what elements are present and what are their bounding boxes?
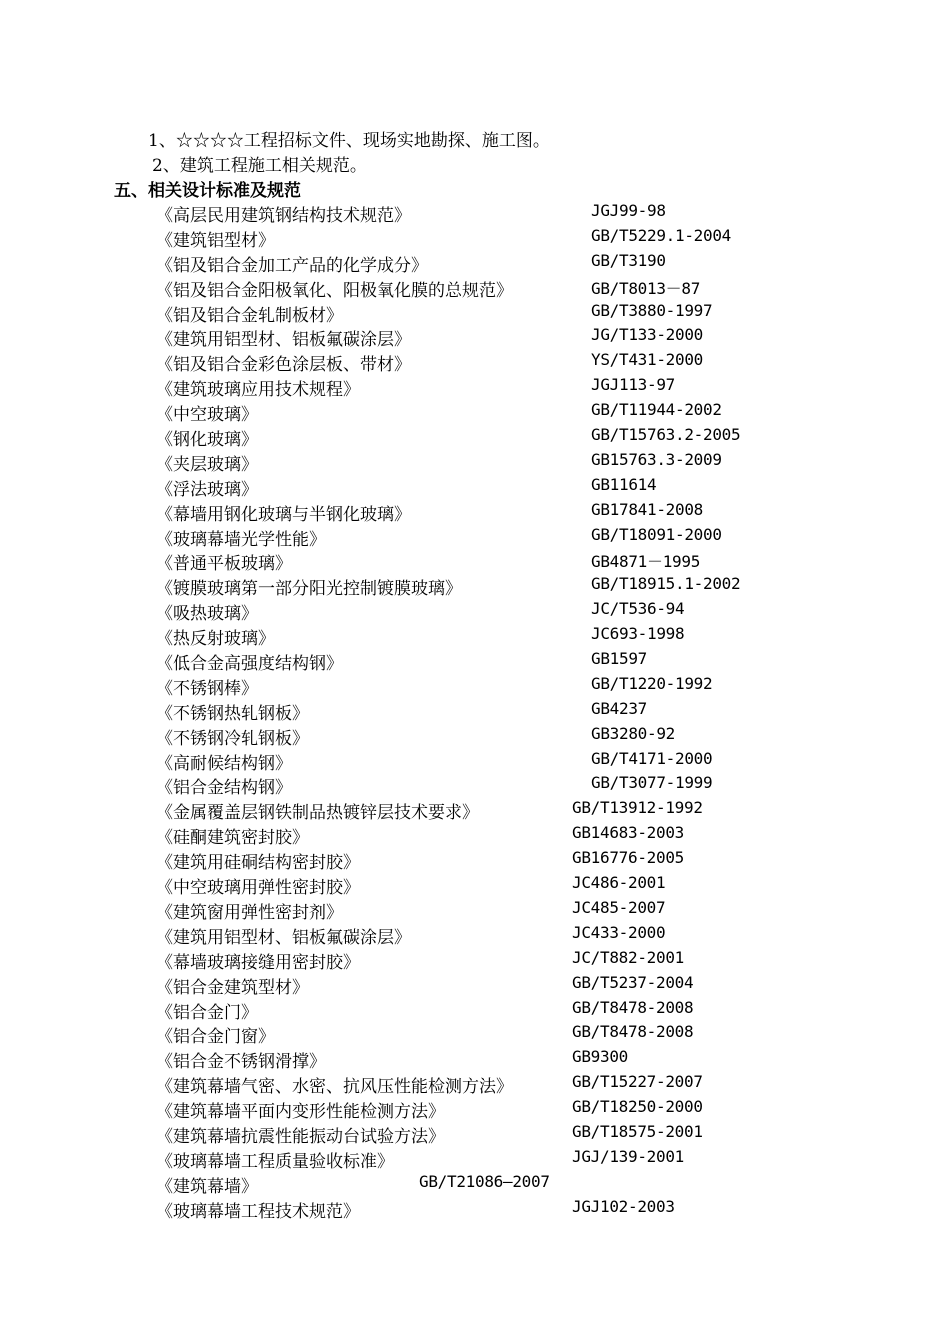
standard-title: 《铝合金门》	[156, 1002, 258, 1023]
standard-row	[0, 699, 950, 724]
standard-row	[0, 649, 950, 674]
standard-title: 《建筑幕墙气密、水密、抗风压性能检测方法》	[156, 1077, 513, 1098]
standard-title: 《建筑幕墙抗震性能振动台试验方法》	[156, 1126, 445, 1147]
standard-code: GB/T15763.2-2005	[591, 425, 741, 445]
standard-row	[0, 325, 950, 350]
standard-code: JGJ113-97	[591, 375, 675, 395]
standard-title: 《玻璃幕墙光学性能》	[156, 529, 326, 550]
standard-title: 《镀膜玻璃第一部分阳光控制镀膜玻璃》	[156, 579, 462, 600]
standard-code: JGJ/139-2001	[572, 1146, 684, 1166]
standard-row	[0, 1047, 950, 1072]
standard-title: 《建筑用铝型材、铝板氟碳涂层》	[156, 927, 411, 948]
standard-code: GB11614	[591, 474, 657, 494]
standard-code: GB/T15227-2007	[572, 1072, 703, 1092]
standard-code: GB/T3880-1997	[591, 300, 713, 320]
standard-title: 《不锈钢棒》	[156, 678, 258, 699]
standard-row	[0, 674, 950, 699]
standard-row	[0, 823, 950, 848]
standard-code: GB4237	[591, 698, 647, 718]
standard-title: 《玻璃幕墙工程质量验收标准》	[156, 1151, 394, 1172]
standard-code: GB1597	[591, 649, 647, 669]
standard-row	[0, 873, 950, 898]
standard-row	[0, 350, 950, 375]
intro-line-2: 2、建筑工程施工相关规范。	[152, 156, 367, 176]
standard-code: GB14683-2003	[572, 823, 684, 843]
standard-row	[0, 1147, 950, 1172]
standard-code: GB/T3077-1999	[591, 773, 713, 793]
standard-row	[0, 251, 950, 276]
standard-code: JG/T133-2000	[591, 325, 703, 345]
standard-row	[0, 226, 950, 251]
standard-title: 《低合金高强度结构钢》	[156, 654, 343, 675]
intro-line-1: 1、☆☆☆☆工程招标文件、现场实地勘探、施工图。	[148, 131, 550, 151]
standard-title: 《硅酮建筑密封胶》	[156, 828, 309, 849]
standard-code: JC485-2007	[572, 897, 666, 917]
standard-code: GB3280-92	[591, 723, 675, 743]
standard-row	[0, 948, 950, 973]
standard-code: GB/T8478-2008	[572, 997, 694, 1017]
standard-title: 《热反射玻璃》	[156, 629, 275, 650]
standard-code: JC/T882-2001	[572, 947, 684, 967]
standard-title: 《建筑幕墙平面内变形性能检测方法》	[156, 1102, 445, 1123]
standard-title: 《幕墙用钢化玻璃与半钢化玻璃》	[156, 504, 411, 525]
standard-title: 《普通平板玻璃》	[156, 554, 292, 575]
standard-row	[0, 624, 950, 649]
standard-code: GB9300	[572, 1047, 628, 1067]
standard-row	[0, 301, 950, 326]
standard-code: GB/T18091-2000	[591, 524, 722, 544]
standard-code: GB/T11944-2002	[591, 400, 722, 420]
standard-row	[0, 998, 950, 1023]
standard-row	[0, 724, 950, 749]
standard-code: JC/T536-94	[591, 599, 685, 619]
standard-title: 《建筑幕墙》	[156, 1176, 258, 1197]
standard-title: 《高耐候结构钢》	[156, 753, 292, 774]
standard-title: 《铝及铝合金彩色涂层板、带材》	[156, 355, 411, 376]
standard-row	[0, 475, 950, 500]
standard-title: 《铝合金不锈钢滑撑》	[156, 1052, 326, 1073]
standard-row	[0, 201, 950, 226]
standard-title: 《铝及铝合金轧制板材》	[156, 305, 343, 326]
standard-title: 《铝及铝合金阳极氧化、阳极氧化膜的总规范》	[156, 280, 513, 301]
standard-code: JC486-2001	[572, 873, 666, 893]
standard-code: GB15763.3-2009	[591, 449, 722, 469]
standard-row	[0, 1072, 950, 1097]
standard-code: GB16776-2005	[572, 848, 684, 868]
standard-code: JC693-1998	[591, 624, 685, 644]
standard-row	[0, 400, 950, 425]
standard-title: 《中空玻璃用弹性密封胶》	[156, 878, 360, 899]
standard-code: GB/T5229.1-2004	[591, 225, 731, 245]
standard-row	[0, 1097, 950, 1122]
standard-code: GB/T8013－87	[591, 278, 701, 298]
standard-title: 《建筑用铝型材、铝板氟碳涂层》	[156, 330, 411, 351]
standard-title: 《建筑用硅硐结构密封胶》	[156, 853, 360, 874]
standard-row	[0, 425, 950, 450]
standard-title: 《铝合金结构钢》	[156, 778, 292, 799]
standard-row	[0, 599, 950, 624]
standard-code: GB/T18575-2001	[572, 1121, 703, 1141]
standard-title: 《中空玻璃》	[156, 405, 258, 426]
standard-title: 《铝合金建筑型材》	[156, 977, 309, 998]
standard-code: GB/T5237-2004	[572, 972, 694, 992]
standard-code: GB/T1220-1992	[591, 673, 713, 693]
standard-code: GB/T3190	[591, 250, 666, 270]
standard-row	[0, 923, 950, 948]
standard-row	[0, 549, 950, 574]
standard-row	[0, 1122, 950, 1147]
standard-title: 《夹层玻璃》	[156, 454, 258, 475]
standard-code: JGJ102-2003	[572, 1196, 675, 1216]
standard-title: 《幕墙玻璃接缝用密封胶》	[156, 952, 360, 973]
standard-code: GB/T18250-2000	[572, 1097, 703, 1117]
standard-code: GB/T4171-2000	[591, 748, 713, 768]
standard-title: 《建筑铝型材》	[156, 230, 275, 251]
section-heading: 五、相关设计标准及规范	[114, 181, 301, 201]
standard-title: 《不锈钢热轧钢板》	[156, 703, 309, 724]
standard-code: JGJ99-98	[591, 201, 666, 220]
standard-title: 《钢化玻璃》	[156, 430, 258, 451]
standard-title: 《吸热玻璃》	[156, 604, 258, 625]
standard-row	[0, 973, 950, 998]
standard-row	[0, 450, 950, 475]
standard-title: 《不锈钢冷轧钢板》	[156, 728, 309, 749]
standard-title: 《铝合金门窗》	[156, 1027, 275, 1048]
standard-code: GB17841-2008	[591, 499, 703, 519]
standard-row	[0, 798, 950, 823]
standard-row	[0, 500, 950, 525]
standard-code: YS/T431-2000	[591, 350, 703, 370]
standard-title: 《铝及铝合金加工产品的化学成分》	[156, 255, 428, 276]
standard-code: GB/T18915.1-2002	[591, 574, 741, 594]
standard-title: 《高层民用建筑钢结构技术规范》	[156, 206, 411, 226]
standard-row	[0, 1172, 950, 1197]
standard-row	[0, 525, 950, 550]
standard-title: 《建筑窗用弹性密封剂》	[156, 902, 343, 923]
standard-row	[0, 898, 950, 923]
standard-row	[0, 1197, 950, 1222]
standard-title: 《浮法玻璃》	[156, 479, 258, 500]
standard-code: GB4871－1995	[591, 552, 701, 572]
standard-code: GB/T21086—2007	[419, 1171, 550, 1191]
standard-row	[0, 773, 950, 798]
standard-row	[0, 848, 950, 873]
standard-row	[0, 1022, 950, 1047]
standard-title: 《金属覆盖层钢铁制品热镀锌层技术要求》	[156, 803, 479, 824]
standard-code: JC433-2000	[572, 922, 666, 942]
standard-row	[0, 574, 950, 599]
standard-row	[0, 749, 950, 774]
standard-title: 《玻璃幕墙工程技术规范》	[156, 1201, 360, 1222]
standard-row	[0, 375, 950, 400]
standard-code: GB/T13912-1992	[572, 798, 703, 818]
standard-code: GB/T8478-2008	[572, 1022, 694, 1042]
standard-title: 《建筑玻璃应用技术规程》	[156, 380, 360, 401]
standard-row	[0, 276, 950, 301]
standards-list	[0, 201, 950, 1222]
